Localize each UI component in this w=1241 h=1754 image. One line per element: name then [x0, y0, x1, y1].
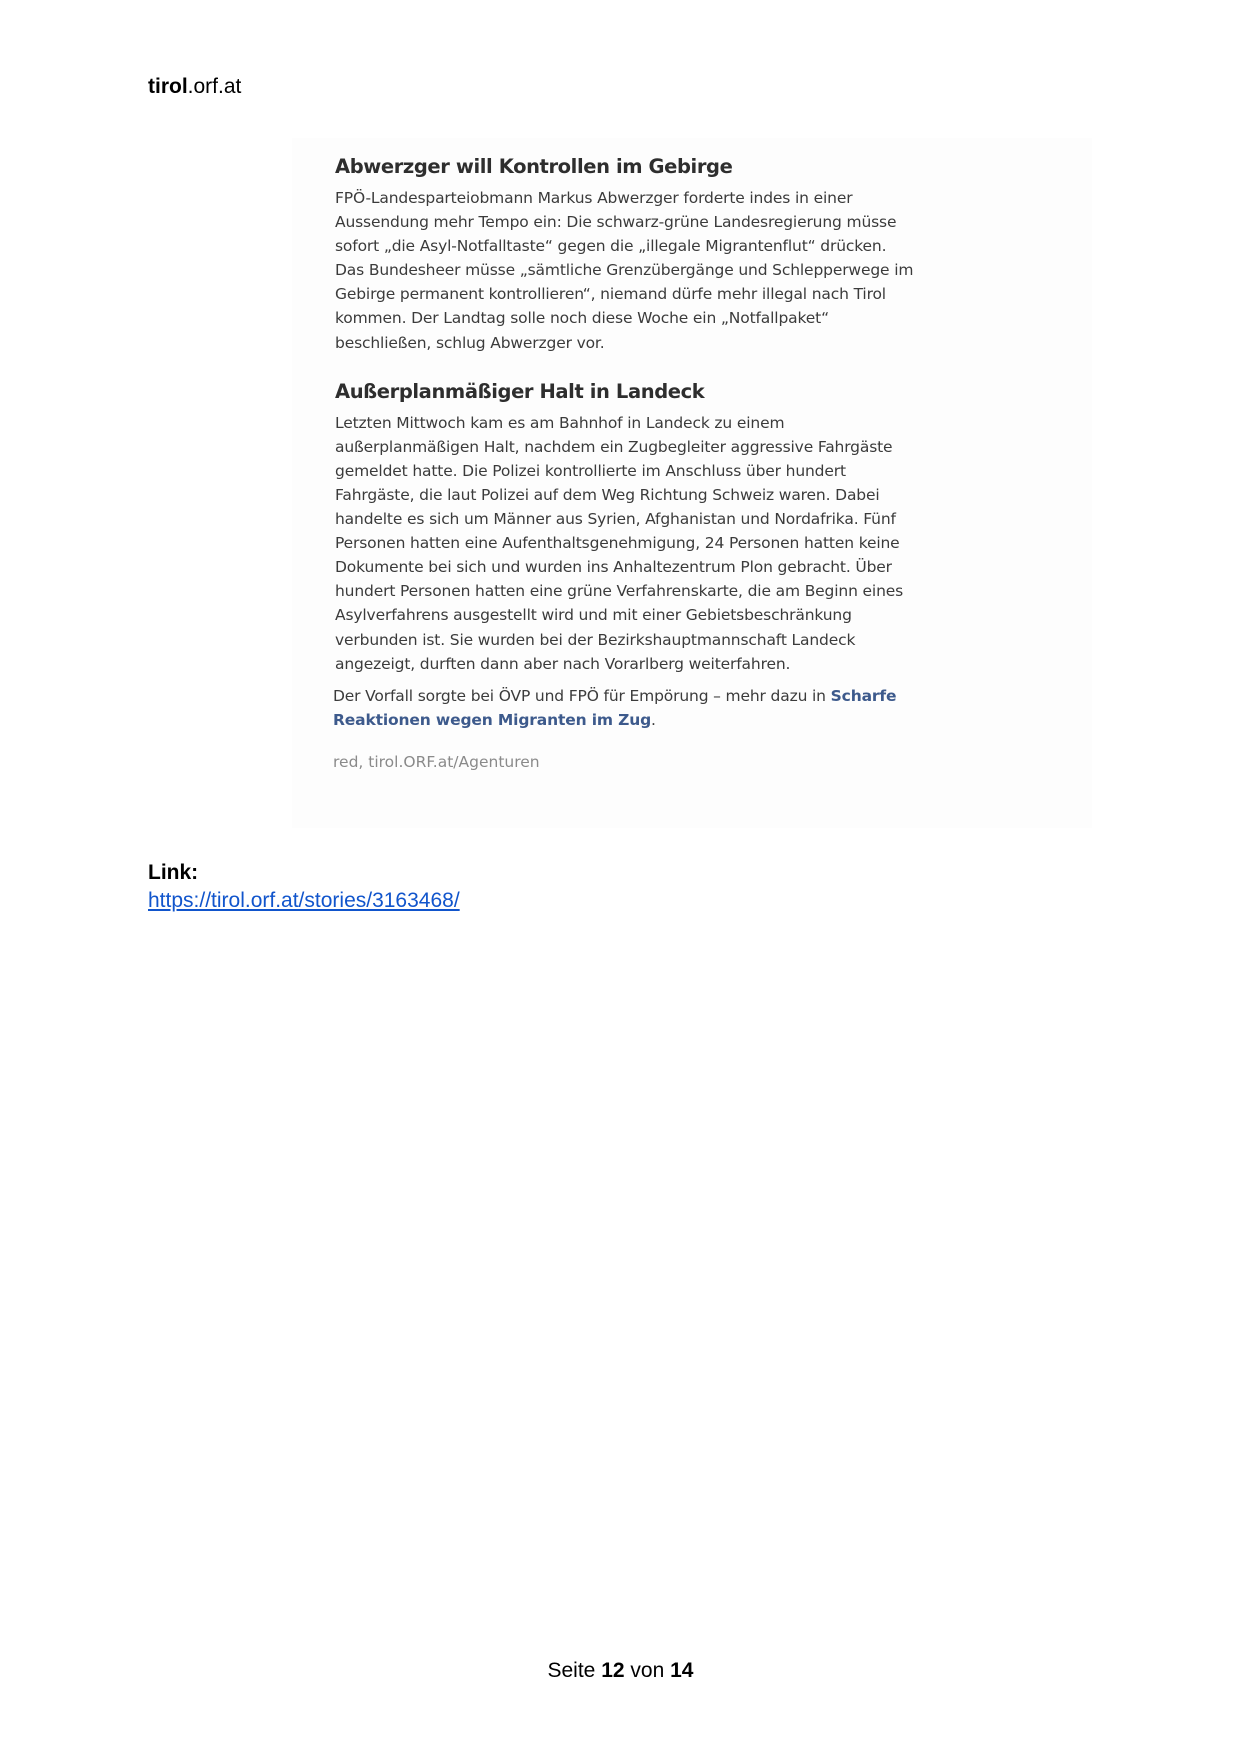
section-heading-1: Abwerzger will Kontrollen im Gebirge	[335, 155, 733, 178]
site-name-rest: .orf.at	[187, 75, 242, 98]
closing-text: Der Vorfall sorgte bei ÖVP und FPÖ für Empörung – mehr dazu in	[333, 686, 826, 705]
source-url-link[interactable]: https://tirol.orf.at/stories/3163468/	[148, 889, 460, 912]
section-paragraph-1: FPÖ-Landesparteiobmann Markus Abwerzger forderte indes in einer Aussendung mehr Tempo ein: Die schwarz-grüne Landesregierung müsse sofort „die Asyl-Notfalltaste“ gegen die „illegale Migrantenflut“ drücken. Das Bundesheer müsse „sämtliche Grenzübergänge und Schlepperwege im Gebirge permanent kontrollieren“, niemand dürfe mehr illegal nach Tirol kommen. Der Landtag solle noch diese Woche ein „Notfallpaket“ beschließen, schlug Abwerzger vor.	[335, 189, 914, 352]
footer-middle: von	[630, 1659, 665, 1682]
article-credit: red, tirol.ORF.at/Agenturen	[333, 752, 540, 771]
total-page-number: 14	[670, 1659, 694, 1682]
link-label: Link:	[148, 861, 199, 884]
closing-period: .	[651, 710, 656, 729]
page-footer	[0, 1658, 1241, 1684]
article-section-1	[335, 152, 915, 355]
current-page-number: 12	[601, 1659, 625, 1682]
article-section-2	[335, 377, 915, 676]
closing-paragraph	[333, 684, 915, 732]
site-header	[148, 74, 241, 100]
article-screenshot	[292, 138, 1092, 828]
section-paragraph-2: Letzten Mittwoch kam es am Bahnhof in Landeck zu einem außerplanmäßigen Halt, nachdem ein Zugbegleiter aggressive Fahrgäste gemeldet hatte. Die Polizei kontrollierte im Anschluss über hundert Fahrgäste, die laut Polizei auf dem Weg Richtung Schweiz waren. Dabei handelte es sich um Männer aus Syrien, Afghanistan und Nordafrika. Fünf Personen hatten eine Aufenthaltsgenehmigung, 24 Personen hatten keine Dokumente bei sich und wurden ins Anhaltezentrum Plon gebracht. Über hundert Personen hatten eine grüne Verfahrenskarte, die am Beginn eines Asylverfahrens ausgestellt wird und mit einer Gebietsbeschränkung verbunden ist. Sie wurden bei der Bezirkshauptmannschaft Landeck angezeigt, durften dann aber nach Vorarlberg weiterfahren.	[335, 413, 904, 673]
article-body	[335, 152, 915, 774]
site-name-bold: tirol	[148, 75, 188, 98]
related-article-link[interactable]: Scharfe Reaktionen wegen Migranten im Zug	[333, 686, 897, 729]
section-heading-2: Außerplanmäßiger Halt in Landeck	[335, 379, 705, 403]
footer-prefix: Seite	[547, 1659, 596, 1682]
